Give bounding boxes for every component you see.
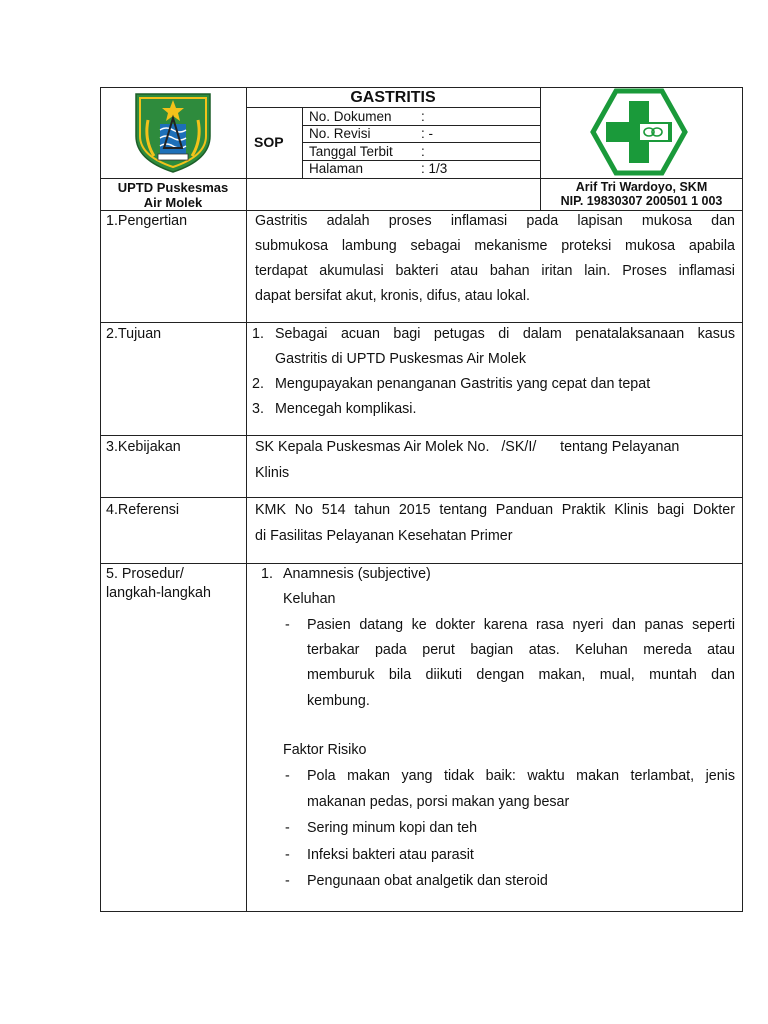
pengertian-line-4: dapat bersifat akut, kronis, difus, atau lokal.	[255, 288, 530, 304]
doc-field-tanggal-label: Tanggal Terbit	[309, 144, 393, 159]
tujuan-item-3-num: 3.	[252, 401, 264, 417]
sop-label: SOP	[254, 134, 284, 150]
tujuan-item-1-num: 1.	[252, 326, 264, 342]
doc-field-no-dokumen-label: No. Dokumen	[309, 109, 392, 124]
doc-field-line-2	[302, 142, 540, 143]
doc-field-halaman-value: : 1/3	[421, 161, 448, 176]
kebijakan-line-1: SK Kepala Puskesmas Air Molek No. /SK/I/ tentang Pelayanan	[255, 439, 680, 455]
pengertian-line-2: submukosa lambung sebagai mekanisme proteksi mukosa apabila	[255, 238, 735, 254]
section-line-1	[100, 322, 743, 323]
keluhan-title: Keluhan	[283, 591, 336, 607]
tujuan-item-3-line-1: Mencegah komplikasi.	[275, 401, 417, 417]
referensi-line-2: di Fasilitas Pelayanan Kesehatan Primer	[255, 528, 513, 544]
prosedur-step-1-title: Anamnesis (subjective)	[283, 566, 431, 582]
section-line-3	[100, 497, 743, 498]
tujuan-item-1-line-2: Gastritis di UPTD Puskesmas Air Molek	[275, 351, 527, 367]
faktor-risiko-title: Faktor Risiko	[283, 742, 367, 758]
doc-field-halaman-label: Halaman	[309, 161, 364, 176]
doc-field-tanggal-value: :	[421, 144, 425, 159]
riau-province-emblem-icon	[132, 90, 214, 174]
doc-field-no-dokumen-value: :	[421, 109, 425, 124]
title-underline	[246, 107, 540, 108]
keluhan-line-2: terbakar pada perut bagian atas. Keluhan mereda atau	[307, 642, 735, 658]
prosedur-step-1-num: 1.	[261, 566, 273, 582]
kebijakan-label: 3.Kebijakan	[106, 439, 181, 455]
tujuan-item-2-line-1: Mengupayakan penanganan Gastritis yang cepat dan tepat	[275, 376, 651, 392]
document-title: GASTRITIS	[350, 89, 436, 106]
tujuan-item-2-num: 2.	[252, 376, 264, 392]
referensi-line-1: KMK No 514 tahun 2015 tentang Panduan Praktik Klinis bagi Dokter	[255, 502, 735, 518]
header-logo-row-bottom	[100, 178, 743, 179]
puskesmas-green-cross-icon	[590, 88, 688, 176]
keluhan-line-3: memburuk bila diikuti dengan makan, mual, muntah dan	[307, 667, 735, 683]
signer-nip: NIP. 19830307 200501 1 003	[560, 194, 723, 208]
prosedur-label-line-1: 5. Prosedur/	[106, 566, 184, 582]
org-name-line1: UPTD Puskesmas	[117, 180, 229, 195]
pengertian-line-1: Gastritis adalah proses inflamasi pada lapisan mukosa dan	[255, 213, 735, 229]
org-name-line2: Air Molek	[143, 195, 203, 210]
prosedur-label-line-2: langkah-langkah	[106, 585, 211, 601]
keluhan-line-1: Pasien datang ke dokter karena rasa nyeri dan panas seperti	[307, 617, 735, 633]
faktor-item-2-dash: -	[285, 820, 290, 836]
faktor-item-3-dash: -	[285, 847, 290, 863]
faktor-item-1-line-1: Pola makan yang tidak baik: waktu makan terlambat, jenis	[307, 768, 735, 784]
signer-name: Arif Tri Wardoyo, SKM	[575, 180, 708, 194]
faktor-item-2-line-1: Sering minum kopi dan teh	[307, 820, 478, 836]
pengertian-line-3: terdapat akumulasi bakteri atau bahan iritan lain. Proses inflamasi	[255, 263, 735, 279]
pengertian-label: 1.Pengertian	[106, 213, 188, 229]
faktor-item-3-line-1: Infeksi bakteri atau parasit	[307, 847, 474, 863]
keluhan-line-4: kembung.	[307, 693, 370, 709]
referensi-label: 4.Referensi	[106, 502, 180, 518]
keluhan-dash: -	[285, 617, 290, 633]
tujuan-label: 2.Tujuan	[106, 326, 162, 342]
header-bottom	[100, 210, 743, 211]
section-line-2	[100, 435, 743, 436]
faktor-item-4-line-1: Pengunaan obat analgetik dan steroid	[307, 873, 548, 889]
faktor-item-1-line-2: makanan pedas, porsi makan yang besar	[307, 794, 570, 810]
doc-field-no-revisi-label: No. Revisi	[309, 126, 371, 141]
kebijakan-line-2: Klinis	[255, 465, 290, 481]
doc-field-no-revisi-value: : -	[421, 126, 433, 141]
section-line-4	[100, 563, 743, 564]
faktor-item-1-dash: -	[285, 768, 290, 784]
tujuan-item-1-line-1: Sebagai acuan bagi petugas di dalam penatalaksanaan kasus	[275, 326, 735, 342]
faktor-item-4-dash: -	[285, 873, 290, 889]
